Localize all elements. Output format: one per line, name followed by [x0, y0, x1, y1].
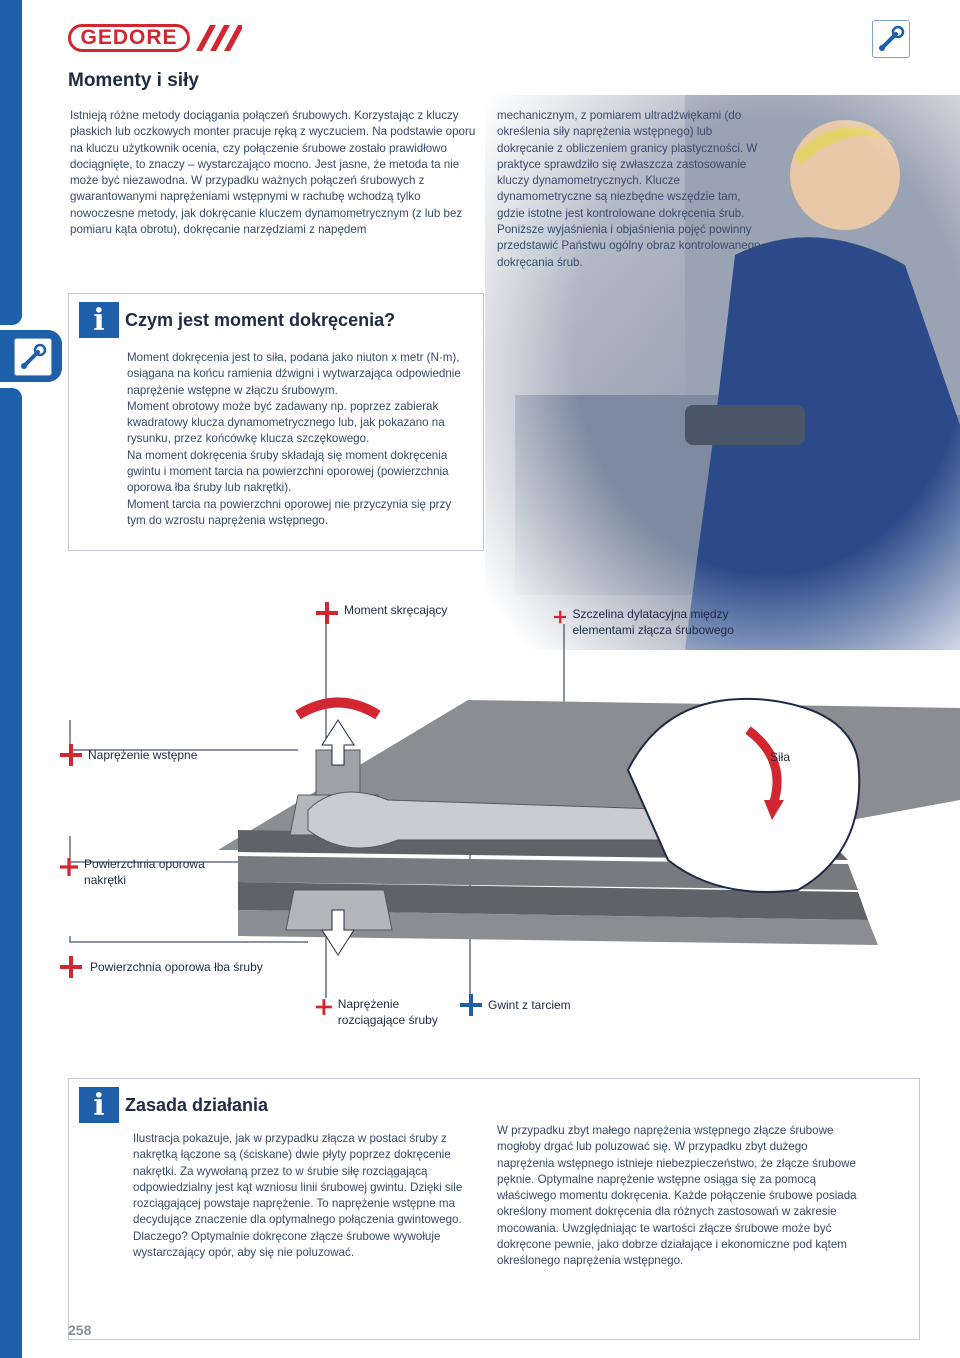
sidebar-bar-top [0, 0, 22, 325]
info-text-col2: W przypadku zbyt małego naprężenia wstępnego złącze śrubowe mogłoby drgać lub poluzować się. W przypadku zbyt dużego naprężenia wstępnego istnieje niebezpieczeństwo, że złącze śrubowe pęknie. Optymalne naprężenie wstępne osiąga się za pomocą właściwego momentu dokręcenia. Każde połączenie śrubowe posiada określony moment dokręcenia dla różnych zastosowań w zakresie mocowania. Uwzględniając te wartości złącze śrubowe może być dokręcone pewnie, jako dobrze działające i ekonomiczne pod kątem określonego naprężenia wstępnego. [497, 1124, 857, 1268]
info-paragraph: Moment obrotowy może być zadawany np. poprzez zabierak kwadratowy klucza dynamometrycznego lub, jak pokazano na rysunku, przez końcówkę klucza szczękowego. [127, 399, 445, 446]
label-head-surface: Powierzchnia oporowa łba śruby [60, 956, 263, 978]
wrench-icon [872, 20, 910, 58]
intro-text-col1: Istnieją różne metody dociągania połączeń śrubowych. Korzystając z kluczy płaskich lub oczkowych monter pracuje ręką z wyczuciem. Na podstawie oporu na kluczu użytkownik ocenia, czy połączenie śrubowe zostało prawidłowo dociągnięte, to znaczy – wystarczająco mocno. Jest jasne, że metoda ta nie może być niezawodna. W przypadku ważnych połączeń śrubowych z gwarantowanymi naprężeniami wstępnymi w rachubę wchodzą tylko nowoczesne metody, jak dokręcanie kluczem dynamometrycznym (z lub bez pomiaru kąta obrotu), dokręcanie narzędziami z napędem [70, 109, 476, 237]
info-text-col1: Ilustracja pokazuje, jak w przypadku złącza w postaci śruby z nakrętką łączone są (ściskane) dwie płyty poprzez dokręcenie nakrętki. Za wywołaną przez to w śrubie siłę rozciągającą odpowiedzialny jest kąt wzniosu linii śrubowej gwintu. Dzięki sile rozciągającej powstaje naprężenie. To naprężenie wstępne ma decydujące znaczenie dla optymalnego połączenia gwintowego. Dlaczego? Optymalnie dokręcone złącze śrubowe wywołuje wystarczający opór, aby się nie poluzować. [133, 1132, 463, 1260]
intro-text-col2: mechanicznym, z pomiarem ultradźwiękami (do określenia siły naprężenia wstępnego) lub dokręcanie z obliczeniem granicy plastyczności. W praktyce sprawdziło się zwłaszcza zastosowanie kluczy dynamometrycznych. Klucze dynamometryczne są niezbędne wszędzie tam, gdzie istotne jest kontrolowane dokręcenia śrub. Poniższe wyjaśnienia i objaśnienia pojęć powinny przedstawić Państwu ogólny obraz kontrolowanego dokręcania śrub. [497, 109, 761, 269]
label-thread: Gwint z tarciem [460, 994, 571, 1016]
plus-icon [316, 996, 332, 1018]
logo-stripes-icon [192, 25, 242, 51]
info-box-torque-definition [68, 293, 484, 551]
info-icon: i [79, 1087, 119, 1123]
label-gap: Szczelina dylatacyjna między elementami złącza śrubowego [554, 606, 754, 638]
label-preload: Naprężenie wstępne [60, 744, 197, 766]
wrench-icon [14, 338, 52, 376]
page-title: Momenty i siły [68, 70, 199, 91]
info-box-principle [68, 1078, 920, 1340]
page-number: 258 [68, 1322, 92, 1338]
plus-icon [316, 602, 338, 624]
plus-icon [60, 956, 82, 978]
gedore-logo: GEDORE [68, 24, 190, 52]
plus-icon [460, 994, 482, 1016]
info-box-title: Zasada działania [125, 1095, 269, 1115]
info-paragraph: Moment tarcia na powierzchni oporowej nie przyczynia się przy tym do wzrostu naprężenia wstępnego. [127, 497, 452, 527]
label-tension: Naprężenie rozciągające śruby [316, 996, 456, 1028]
plus-icon [60, 856, 78, 878]
label-nut-surface: Powierzchnia oporowa nakrętki [60, 856, 220, 888]
sidebar-bar-bottom [0, 388, 22, 1358]
info-paragraph: Na moment dokręcenia śruby składają się moment dokręcenia gwintu i moment tarcia na powierzchni oporowej (powierzchnia oporowa łba śruby lub nakrętki). [127, 448, 449, 495]
plus-icon [554, 606, 566, 628]
label-torque: Moment skręcający [316, 602, 447, 624]
info-icon: i [79, 302, 119, 338]
info-paragraph: Moment dokręcenia jest to siła, podana jako niuton x metr (N·m), osiągana na końcu ramienia dźwigni i wytwarzająca odpowiednie naprężenie wstępne w złączu śrubowym. [127, 351, 461, 397]
info-box-title: Czym jest moment dokręcenia? [125, 310, 396, 330]
plus-icon [60, 744, 82, 766]
label-force: Siła [770, 750, 791, 764]
